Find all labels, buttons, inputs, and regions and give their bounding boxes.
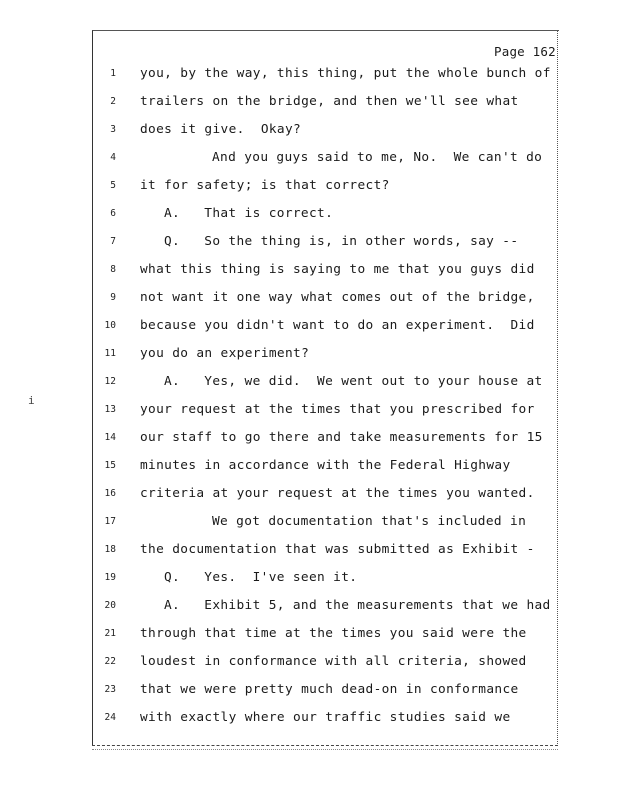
line-number: 1 [110,68,116,79]
transcript-line [100,346,552,366]
bottom-rule-secondary [92,749,558,750]
line-number: 23 [104,684,116,695]
line-number: 7 [110,236,116,247]
line-number: 4 [110,152,116,163]
line-number: 15 [104,460,116,471]
transcript-line [100,542,552,562]
transcript-line [100,150,552,170]
line-text: your request at the times that you prescribed for [140,402,535,417]
line-number: 5 [110,180,116,191]
line-text: We got documentation that's included in [212,514,527,529]
line-text: the documentation that was submitted as Exhibit - [140,542,535,557]
line-text: you, by the way, this thing, put the whole bunch of [140,66,551,81]
line-text: it for safety; is that correct? [140,178,390,193]
transcript-line [100,570,552,590]
line-number: 12 [104,376,116,387]
transcript-line [100,318,552,338]
line-text: Q. Yes. I've seen it. [164,570,358,585]
line-number: 19 [104,572,116,583]
line-text: you do an experiment? [140,346,310,361]
line-text: loudest in conformance with all criteria, showed [140,654,527,669]
line-number: 2 [110,96,116,107]
transcript-line [100,486,552,506]
line-text: what this thing is saying to me that you guys did [140,262,535,277]
line-text: A. Yes, we did. We went out to your house at [164,374,543,389]
page-number: Page 162 [494,44,556,59]
transcript-line [100,66,552,86]
line-text: our staff to go there and take measurements for 15 [140,430,543,445]
left-margin-mark: i [28,394,35,407]
line-text: because you didn't want to do an experiment. Did [140,318,535,333]
line-number: 18 [104,544,116,555]
transcript-line [100,654,552,674]
line-number: 14 [104,432,116,443]
line-number: 8 [110,264,116,275]
line-text: that we were pretty much dead-on in conformance [140,682,519,697]
transcript-line [100,514,552,534]
transcript-line [100,626,552,646]
line-number: 17 [104,516,116,527]
transcript-line [100,178,552,198]
line-text: Q. So the thing is, in other words, say -- [164,234,519,249]
transcript-line [100,710,552,730]
line-number: 16 [104,488,116,499]
transcript-line [100,458,552,478]
line-text: And you guys said to me, No. We can't do [212,150,543,165]
line-text: A. Exhibit 5, and the measurements that we had [164,598,551,613]
transcript-line [100,374,552,394]
transcript-line [100,290,552,310]
transcript-line [100,234,552,254]
line-text: through that time at the times you said were the [140,626,527,641]
transcript-line [100,430,552,450]
right-margin-rule [557,30,558,746]
line-number: 11 [104,348,116,359]
line-number: 9 [110,292,116,303]
transcript-line [100,682,552,702]
transcript-line [100,206,552,226]
line-number: 22 [104,656,116,667]
transcript-line [100,598,552,618]
line-text: criteria at your request at the times you wanted. [140,486,535,501]
line-text: minutes in accordance with the Federal Highway [140,458,511,473]
line-text: A. That is correct. [164,206,334,221]
line-number: 21 [104,628,116,639]
line-text: trailers on the bridge, and then we'll see what [140,94,519,109]
bottom-rule [92,745,558,746]
line-text: not want it one way what comes out of the bridge, [140,290,535,305]
line-text: with exactly where our traffic studies said we [140,710,511,725]
line-number: 10 [104,320,116,331]
transcript-line [100,94,552,114]
line-number: 3 [110,124,116,135]
line-text: does it give. Okay? [140,122,302,137]
line-number: 24 [104,712,116,723]
transcript-line [100,122,552,142]
line-number: 13 [104,404,116,415]
transcript-line [100,262,552,282]
line-number: 20 [104,600,116,611]
line-number: 6 [110,208,116,219]
transcript-line [100,402,552,422]
